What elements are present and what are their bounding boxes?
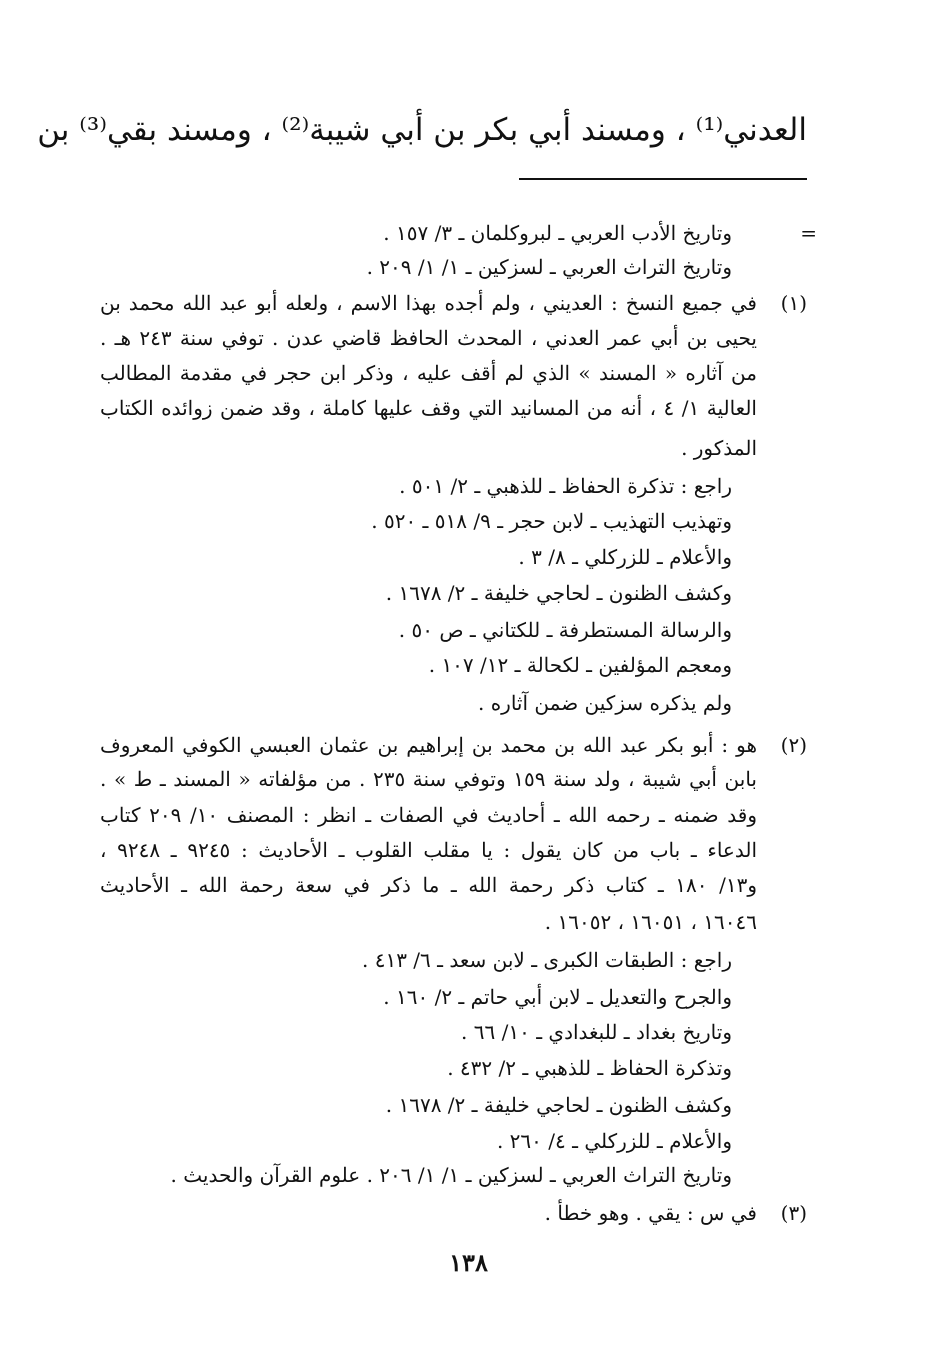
reference-line: والأعلام ـ للزركلي ـ ٤/ ٢٦٠ . xyxy=(496,1129,732,1153)
continuation-line: وتاريخ التراث العربي ـ لسزكين ـ ١/ ١/ ٢٠٩ . xyxy=(366,255,732,279)
footnote-marker: (٣) xyxy=(780,1201,807,1225)
reference-line: وكشف الظنون ـ لحاجي خليفة ـ ٢/ ١٦٧٨ . xyxy=(385,1093,732,1117)
footnote-line: في س : يقي . وهو خطأ . xyxy=(544,1201,757,1225)
reference-line: ولم يذكره سزكين ضمن آثاره . xyxy=(477,691,732,715)
main-text-line: العدني⁽¹⁾ ، ومسند أبي بكر بن أبي شيبة⁽²⁾ ، ومسند بقي⁽³⁾ بن xyxy=(37,112,807,148)
footnote-marker: (١) xyxy=(780,291,807,315)
reference-line: ومعجم المؤلفين ـ لكحالة ـ ١٢/ ١٠٧ . xyxy=(428,653,732,677)
continuation-marker: = xyxy=(800,221,817,245)
reference-line: راجع : الطبقات الكبرى ـ لابن سعد ـ ٦/ ٤١٣ . xyxy=(361,948,732,972)
reference-line: وتهذيب التهذيب ـ لابن حجر ـ ٩/ ٥١٨ ـ ٥٢٠ . xyxy=(371,509,732,533)
reference-line: وتاريخ بغداد ـ للبغدادي ـ ١٠/ ٦٦ . xyxy=(461,1020,732,1044)
reference-line: والأعلام ـ للزركلي ـ ٨/ ٣ . xyxy=(518,545,732,569)
page-number: ١٣٨ xyxy=(449,1248,488,1277)
reference-line: وتاريخ التراث العربي ـ لسزكين ـ ١/ ١/ ٢٠٦ . علوم القرآن والحديث . xyxy=(170,1163,732,1187)
footnote-line: المذكور . xyxy=(681,436,757,460)
reference-line: والرسالة المستطرفة ـ للكتاني ـ ص ٥٠ . xyxy=(398,618,732,642)
continuation-line: وتاريخ الأدب العربي ـ لبروكلمان ـ ٣/ ١٥٧ . xyxy=(383,221,732,245)
footnote-marker: (٢) xyxy=(780,733,807,757)
footnote-separator xyxy=(519,178,807,180)
footnote-line: بابن أبي شيبة ، ولد سنة ١٥٩ وتوفي سنة ٢٣٥ . من مؤلفاته « المسند ـ ط » . xyxy=(100,767,757,791)
footnote-line: من آثاره « المسند » الذي لم أقف عليه ، وذكر ابن حجر في مقدمة المطالب xyxy=(100,361,757,385)
footnote-line: ١٦٠٤٦ ، ١٦٠٥١ ، ١٦٠٥٢ . xyxy=(544,910,757,934)
reference-line: والجرح والتعديل ـ لابن أبي حاتم ـ ٢/ ١٦٠ . xyxy=(383,985,732,1009)
footnote-line: و١٣/ ١٨٠ ـ كتاب ذكر رحمة الله ـ ما ذكر في سعة رحمة الله ـ الأحاديث xyxy=(100,873,757,897)
footnote-line: هو : أبو بكر عبد الله بن محمد بن إبراهيم بن عثمان العبسي الكوفي المعروف xyxy=(100,733,757,757)
footnote-line: الدعاء ـ باب من كان يقول : يا مقلب القلوب ـ الأحاديث : ٩٢٤٥ ـ ٩٢٤٨ ، xyxy=(100,838,758,862)
footnote-line: في جميع النسخ : العديني ، ولم أجده بهذا الاسم ، ولعله أبو عبد الله محمد بن xyxy=(100,291,757,315)
reference-line: وتذكرة الحفاظ ـ للذهبي ـ ٢/ ٤٣٢ . xyxy=(447,1056,732,1080)
reference-line: وكشف الظنون ـ لحاجي خليفة ـ ٢/ ١٦٧٨ . xyxy=(385,581,732,605)
footnote-line: وقد ضمنه ـ رحمه الله ـ أحاديث في الصفات ـ انظر : المصنف ١٠/ ٢٠٩ كتاب xyxy=(100,803,757,827)
reference-line: راجع : تذكرة الحفاظ ـ للذهبي ـ ٢/ ٥٠١ . xyxy=(399,474,732,498)
footnote-line: العالية ١/ ٤ ، أنه من المسانيد التي وقف عليها كاملة ، وقد ضمن زوائده الكتاب xyxy=(100,396,757,420)
footnote-line: يحيى بن أبي عمر العدني ، المحدث الحافظ قاضي عدن . توفي سنة ٢٤٣ هـ . xyxy=(100,326,758,350)
